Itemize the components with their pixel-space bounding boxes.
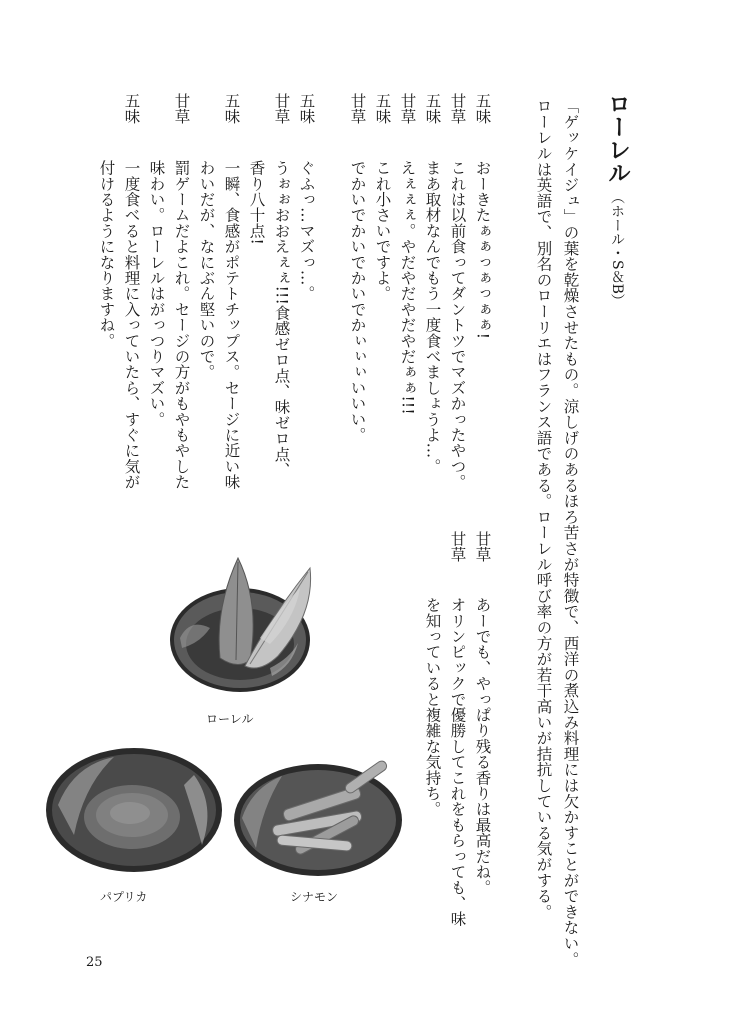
dialogue-line: オリンピックで優勝してこれをもらっても、味 xyxy=(448,597,467,927)
dialogue-line: 香り八十点! xyxy=(247,160,266,245)
dialogue-line: まあ取材なんでもう一度食べましょうよ…。 xyxy=(423,160,442,474)
intro-line-2: ローレルは英語で、別名のローリエはフランス語である。ローレル呼び率の方が若干高いが拮抗している気がする。 xyxy=(534,98,553,920)
dialogue-line: わいだが、なにぶん堅いので。 xyxy=(197,160,216,380)
dialogue-line: これは以前食ってダントツでマズかったやつ。 xyxy=(448,160,467,490)
dialogue-line: 一度食べると料理に入っていたら、すぐに気が xyxy=(122,160,141,490)
dialogue-line: 付けるようになりますね。 xyxy=(97,160,116,349)
title-main: ローレル xyxy=(604,92,631,184)
dialogue-line: を知っていると複雑な気持ち。 xyxy=(423,597,442,817)
speaker-label: 甘草 xyxy=(272,93,291,124)
speaker-label: 五味 xyxy=(297,93,316,124)
speaker-label: 甘草 xyxy=(448,531,467,562)
caption-laurel: ローレル xyxy=(206,712,254,726)
speaker-label: 甘草 xyxy=(348,93,367,124)
caption-cinnamon: シナモン xyxy=(290,890,339,904)
intro-line-1: 「ゲッケイジュ」の葉を乾燥させたもの。涼しげのあるほろ苦さが特徴で、西洋の煮込み料理には欠かすことができない。 xyxy=(561,98,580,967)
speaker-label: 五味 xyxy=(473,93,492,124)
dialogue-line: 一瞬、食感がポテトチップス。セージに近い味 xyxy=(222,160,241,490)
dialogue-line: 味わい。ローレルはがっつりマズい。 xyxy=(147,160,166,427)
speaker-label: 五味 xyxy=(122,93,141,124)
speaker-label: 甘草 xyxy=(448,93,467,124)
dialogue-line: うぉぉおおえぇぇ!!!食感ゼロ点、味ゼロ点、 xyxy=(272,160,291,478)
speaker-label: 五味 xyxy=(423,93,442,124)
dialogue-line: おーきたぁぁっぁっぁぁ! xyxy=(473,160,492,340)
dialogue-line: 罰ゲームだよこれ。セージの方がもやもやした xyxy=(172,160,191,490)
dialogue-line: あーでも、やっぱり残る香りは最高だね。 xyxy=(473,597,492,896)
speaker-label: 甘草 xyxy=(398,93,417,124)
dialogue-line: えぇぇぇ。やだやだやだやだぁぁ!!! xyxy=(398,160,417,415)
speaker-label: 五味 xyxy=(373,93,392,124)
speaker-label: 甘草 xyxy=(473,531,492,562)
laurel-photo xyxy=(160,548,320,698)
caption-paprika: パプリカ xyxy=(100,890,148,904)
speaker-label: 甘草 xyxy=(172,93,191,124)
page-title xyxy=(606,92,629,308)
dialogue-line: でかいでかいでかいでかぃぃぃいいい。 xyxy=(348,160,367,443)
speaker-label: 五味 xyxy=(222,93,241,124)
dialogue-line: ぐふっ…マズっ…。 xyxy=(297,160,316,302)
cinnamon-photo xyxy=(232,758,404,878)
title-sub: （ホール・S＆B） xyxy=(609,190,625,308)
paprika-photo xyxy=(44,745,224,875)
dialogue-line: これ小さいですよ。 xyxy=(373,160,392,302)
page-number: 25 xyxy=(86,955,103,970)
